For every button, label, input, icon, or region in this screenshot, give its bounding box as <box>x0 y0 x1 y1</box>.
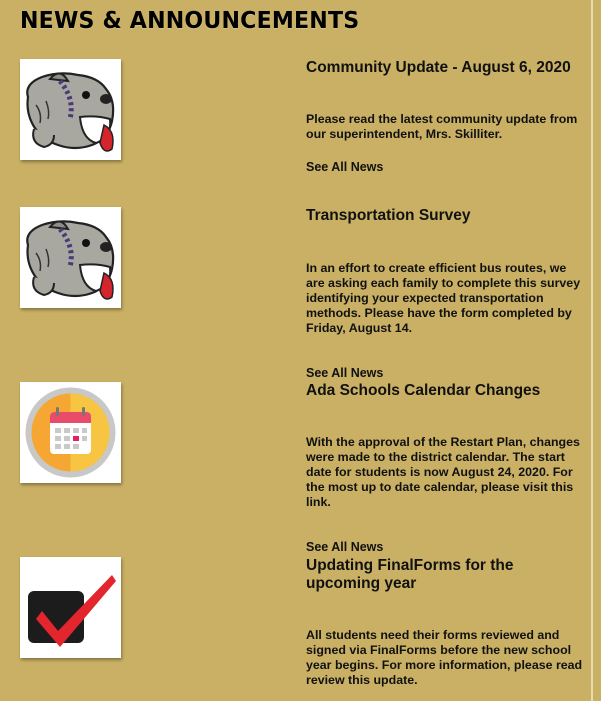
news-thumbnail-calendar-changes[interactable] <box>20 382 121 483</box>
news-item-transportation-survey <box>306 207 586 380</box>
bulldog-mascot-icon <box>20 59 121 160</box>
right-divider <box>591 0 593 701</box>
news-item-community-update <box>306 59 586 174</box>
section-title: NEWS & ANNOUNCEMENTS <box>20 8 360 34</box>
news-title[interactable]: Community Update - August 6, 2020 <box>306 59 571 76</box>
see-all-news-link[interactable]: See All News <box>306 540 384 554</box>
news-title[interactable]: Transportation Survey <box>306 207 471 224</box>
see-all-news-link[interactable]: See All News <box>306 160 384 174</box>
see-all-news-link[interactable]: See All News <box>306 366 384 380</box>
news-title[interactable]: Updating FinalForms for the upcoming year <box>306 557 514 592</box>
news-summary: With the approval of the Restart Plan, changes were made to the district calendar. The start date for students is now August 24, 2020. For the most up to date calendar, please visit this link. <box>306 435 580 509</box>
news-summary: All students need their forms reviewed and signed via FinalForms before the new school year begins. For more information, please read review this update. <box>306 628 583 687</box>
news-thumbnail-community-update[interactable] <box>20 59 121 160</box>
news-summary: Please read the latest community update from our superintendent, Mrs. Skilliter. <box>306 112 578 141</box>
news-summary: In an effort to create efficient bus routes, we are asking each family to complete this survey identifying your expected transportation methods. Please have the form completed by Friday, August 14. <box>306 261 581 335</box>
news-thumbnail-finalforms[interactable] <box>20 557 121 658</box>
news-title[interactable]: Ada Schools Calendar Changes <box>306 382 541 399</box>
news-item-finalforms <box>306 557 586 688</box>
news-thumbnail-transportation-survey[interactable] <box>20 207 121 308</box>
bulldog-mascot-icon <box>20 207 121 308</box>
news-item-calendar-changes <box>306 382 586 554</box>
calendar-icon <box>20 382 121 483</box>
checkbox-checkmark-icon <box>20 557 121 658</box>
